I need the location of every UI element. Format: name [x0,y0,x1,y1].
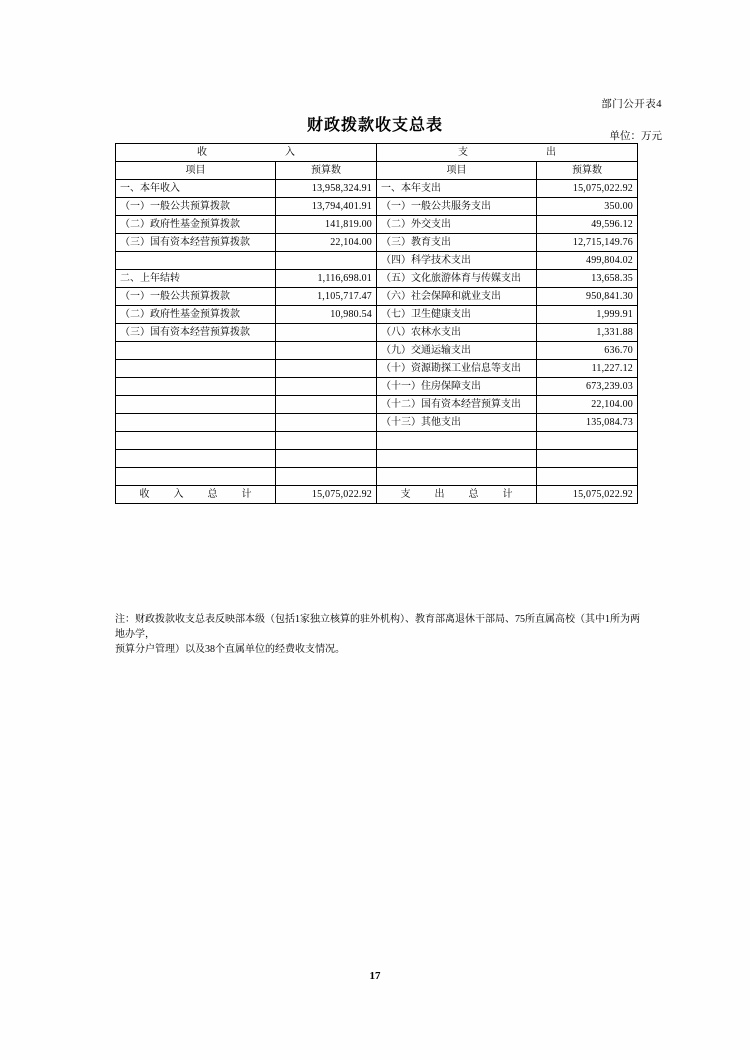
expense-group-header: 支 出 [377,144,638,162]
unit-label: 单位：万元 [609,131,662,142]
table-row [116,342,638,360]
income-item-cell: （三）国有资本经营预算拨款 [116,234,276,252]
table-row [116,270,638,288]
income-amount-cell: 13,794,401.91 [276,198,377,216]
income-amount-cell: 141,819.00 [276,216,377,234]
expense-total-amount: 15,075,022.92 [537,486,638,504]
income-amount-cell [276,414,377,432]
expense-amount-cell: 499,804.02 [537,252,638,270]
expense-amount-cell: 49,596.12 [537,216,638,234]
table-row [116,234,638,252]
budget-table [115,143,638,504]
income-item-cell [116,396,276,414]
expense-amount-cell: 950,841.30 [537,288,638,306]
table-row [116,180,638,198]
income-item-cell [116,378,276,396]
expense-item-cell: （三）教育支出 [377,234,537,252]
income-amount-cell [276,378,377,396]
expense-amount-cell [537,468,638,486]
table-row [116,216,638,234]
income-amount-cell [276,450,377,468]
expense-item-cell: （七）卫生健康支出 [377,306,537,324]
income-item-cell: （二）政府性基金预算拨款 [116,216,276,234]
income-amount-cell [276,324,377,342]
expense-item-cell: （十）资源勘探工业信息等支出 [377,360,537,378]
expense-item-cell: （八）农林水支出 [377,324,537,342]
expense-total-label: 支 出 总 计 [377,486,537,504]
income-item-cell: 二、上年结转 [116,270,276,288]
income-item-cell [116,450,276,468]
table-row [116,198,638,216]
expense-amount-cell [537,432,638,450]
expense-amount-cell: 12,715,149.76 [537,234,638,252]
table-note [115,612,640,657]
expense-amount-cell: 22,104.00 [537,396,638,414]
table-row [116,324,638,342]
table-row [116,378,638,396]
income-amount-cell: 1,116,698.01 [276,270,377,288]
income-amount-cell: 13,958,324.91 [276,180,377,198]
expense-amount-cell: 1,999.91 [537,306,638,324]
expense-item-cell: （五）文化旅游体育与传媒支出 [377,270,537,288]
income-item-cell [116,342,276,360]
expense-item-cell: 一、本年支出 [377,180,537,198]
note-line-2: 预算分户管理）以及38个直属单位的经费收支情况。 [115,644,345,655]
table-totals-row [116,486,638,504]
expense-amount-cell: 13,658.35 [537,270,638,288]
table-row [116,450,638,468]
income-item-cell [116,468,276,486]
income-amount-cell: 10,980.54 [276,306,377,324]
table-row [116,288,638,306]
table-row [116,432,638,450]
table-column-header-row [116,162,638,180]
page-title: 财政拨款收支总表 [306,117,443,134]
expense-item-cell: （十一）住房保障支出 [377,378,537,396]
table-row [116,414,638,432]
income-amount-cell [276,360,377,378]
expense-item-cell [377,468,537,486]
expense-amount-cell: 135,084.73 [537,414,638,432]
expense-item-cell: （六）社会保障和就业支出 [377,288,537,306]
note-line-1: 注：财政拨款收支总表反映部本级（包括1家独立核算的驻外机构）、教育部离退休干部局、75所直属高校（其中1所为两地办学， [115,614,640,640]
expense-amount-cell: 350.00 [537,198,638,216]
expense-amount-cell: 673,239.03 [537,378,638,396]
income-amount-cell [276,432,377,450]
expense-item-cell: （一）一般公共服务支出 [377,198,537,216]
income-item-cell: （一）一般公共预算拨款 [116,198,276,216]
income-item-cell: （一）一般公共预算拨款 [116,288,276,306]
income-item-cell: （三）国有资本经营预算拨款 [116,324,276,342]
expense-item-cell [377,432,537,450]
expense-item-cell: （十二）国有资本经营预算支出 [377,396,537,414]
income-item-cell [116,360,276,378]
column-header-expense-amount: 预算数 [537,162,638,180]
income-group-header: 收 入 [116,144,377,162]
expense-item-cell: （十三）其他支出 [377,414,537,432]
table-group-header-row [116,144,638,162]
income-amount-cell [276,252,377,270]
income-item-cell [116,432,276,450]
table-row [116,360,638,378]
income-item-cell [116,252,276,270]
column-header-income-amount: 预算数 [276,162,377,180]
income-item-cell: （二）政府性基金预算拨款 [116,306,276,324]
income-item-cell: 一、本年收入 [116,180,276,198]
income-total-amount: 15,075,022.92 [276,486,377,504]
income-item-cell [116,414,276,432]
income-amount-cell: 22,104.00 [276,234,377,252]
table-row [116,306,638,324]
expense-amount-cell: 11,227.12 [537,360,638,378]
income-amount-cell: 1,105,717.47 [276,288,377,306]
income-amount-cell [276,396,377,414]
expense-item-cell: （九）交通运输支出 [377,342,537,360]
form-tag: 部门公开表4 [601,99,662,110]
page-number: 17 [369,970,381,982]
column-header-income-item: 项目 [116,162,276,180]
expense-amount-cell: 1,331.88 [537,324,638,342]
expense-item-cell: （二）外交支出 [377,216,537,234]
income-amount-cell [276,342,377,360]
expense-item-cell [377,450,537,468]
expense-amount-cell: 636.70 [537,342,638,360]
table-row [116,396,638,414]
column-header-expense-item: 项目 [377,162,537,180]
expense-amount-cell [537,450,638,468]
table-row [116,468,638,486]
income-total-label: 收 入 总 计 [116,486,276,504]
income-amount-cell [276,468,377,486]
table-row [116,252,638,270]
expense-amount-cell: 15,075,022.92 [537,180,638,198]
expense-item-cell: （四）科学技术支出 [377,252,537,270]
